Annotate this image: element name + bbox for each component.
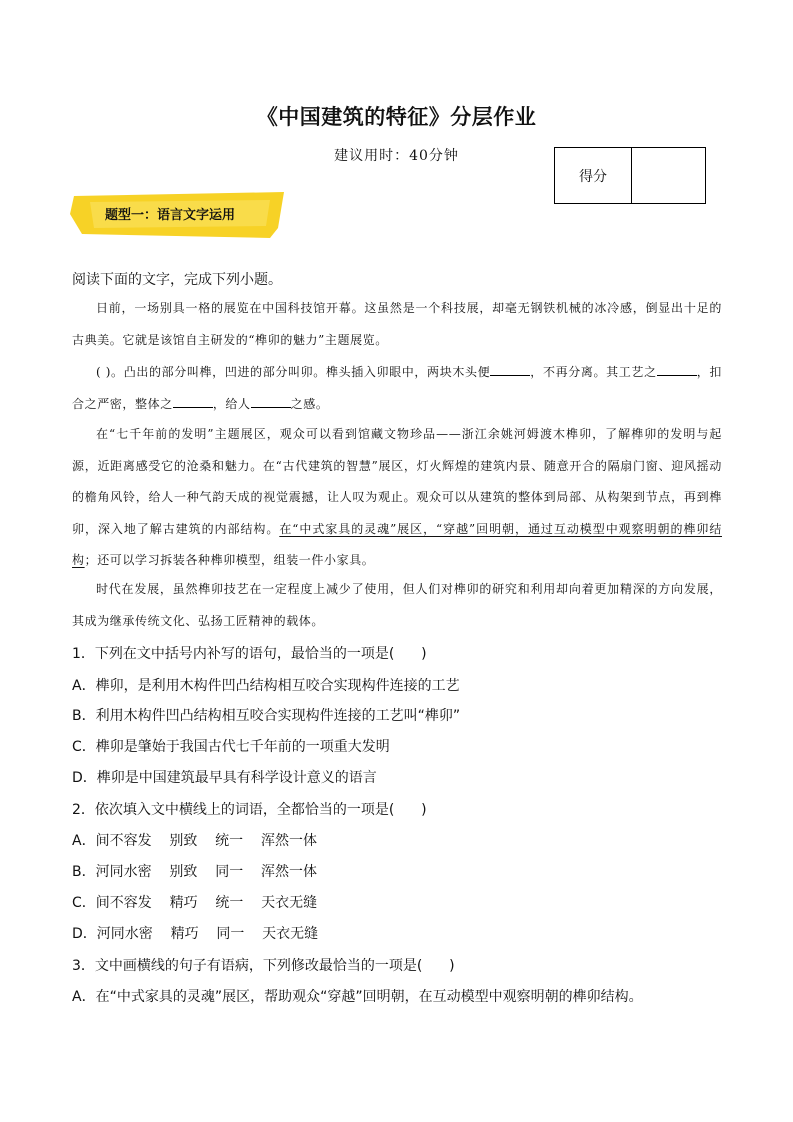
score-value-cell[interactable] bbox=[632, 148, 705, 203]
score-label: 得分 bbox=[555, 148, 632, 203]
passage-paragraph-4: 时代在发展，虽然榫卯技艺在一定程度上减少了使用，但人们对榫卯的研究和利用却向着更加精深的方向发展，其成为继承传统文化、弘扬工匠精神的载体。 bbox=[72, 582, 722, 628]
page-title: 《中国建筑的特征》分层作业 bbox=[256, 105, 537, 129]
option-2b[interactable]: B．河同水密 别致 同一 浑然一体 bbox=[72, 864, 318, 880]
option-1d[interactable]: D．榫卯是中国建筑最早具有科学设计意义的语言 bbox=[72, 770, 377, 786]
fill-blank bbox=[251, 395, 291, 408]
underlined-sentence: 在“中式家具的灵魂”展区，“穿越”回明朝，通过互动模型中观察明朝的榫卯结构 bbox=[72, 521, 722, 567]
option-2c[interactable]: C．间不容发 精巧 统一 天衣无缝 bbox=[72, 895, 318, 911]
option-2d[interactable]: D．河同水密 精巧 同一 天衣无缝 bbox=[72, 926, 319, 942]
instructions: 阅读下面的文字，完成下列小题。 bbox=[72, 272, 282, 288]
option-1c[interactable]: C．榫卯是肇始于我国古代七千年前的一项重大发明 bbox=[72, 739, 390, 755]
score-box bbox=[554, 147, 706, 204]
question-3: 3．文中画横线的句子有语病，下列修改最恰当的一项是( ) bbox=[72, 958, 455, 974]
section-banner bbox=[70, 190, 290, 240]
question-2: 2．依次填入文中横线上的词语，全都恰当的一项是( ) bbox=[72, 802, 427, 818]
passage-paragraph-2: ( )。凸出的部分叫榫，凹进的部分叫卯。榫头插入卯眼中，两块木头便 ，不再分离。其工艺之 ，扣合之严密，整体之 ，给人 之感。 bbox=[72, 365, 722, 411]
option-1b[interactable]: B．利用木构件凹凸结构相互咬合实现构件连接的工艺叫“榫卯” bbox=[72, 708, 461, 724]
option-1a[interactable]: A．榫卯，是利用木构件凹凸结构相互咬合实现构件连接的工艺 bbox=[72, 678, 460, 694]
fill-blank bbox=[657, 363, 697, 376]
passage-paragraph-3: 在“七千年前的发明”主题展区，观众可以看到馆藏文物珍品——浙江余姚河姆渡木榫卯，了解榫卯的发明与起源，近距离感受它的沧桑和魅力。在“古代建筑的智慧”展区，灯火辉煌的建筑内景、随意开合的隔扇门窗、迎风摇动的檐角风铃，给人一种气韵天成的视觉震撼，让人叹为观止。观众可以从建筑的整体到局部、从构架到节点，再到榫卯，深入地了解古建筑的内部结构。在“中式家具的灵魂”展区，“穿越”回明朝，通过互动模型中观察明朝的榫卯结构；还可以学习拆装各种榫卯模型，组装一件小家具。 bbox=[72, 427, 722, 567]
passage-paragraph-1: 日前，一场别具一格的展览在中国科技馆开幕。这虽然是一个科技展，却毫无钢铁机械的冰冷感，倒显出十足的古典美。它就是该馆自主研发的“榫卯的魅力”主题展览。 bbox=[72, 301, 722, 347]
section-label: 题型一：语言文字运用 bbox=[104, 208, 235, 223]
fill-blank bbox=[490, 363, 530, 376]
option-3a[interactable]: A．在“中式家具的灵魂”展区，帮助观众“穿越”回明朝，在互动模型中观察明朝的榫卯结构。 bbox=[72, 989, 643, 1005]
fill-blank bbox=[173, 395, 213, 408]
question-1: 1．下列在文中括号内补写的语句，最恰当的一项是( ) bbox=[72, 646, 427, 662]
option-2a[interactable]: A．间不容发 别致 统一 浑然一体 bbox=[72, 833, 317, 849]
suggested-time: 建议用时：40分钟 bbox=[334, 148, 459, 164]
